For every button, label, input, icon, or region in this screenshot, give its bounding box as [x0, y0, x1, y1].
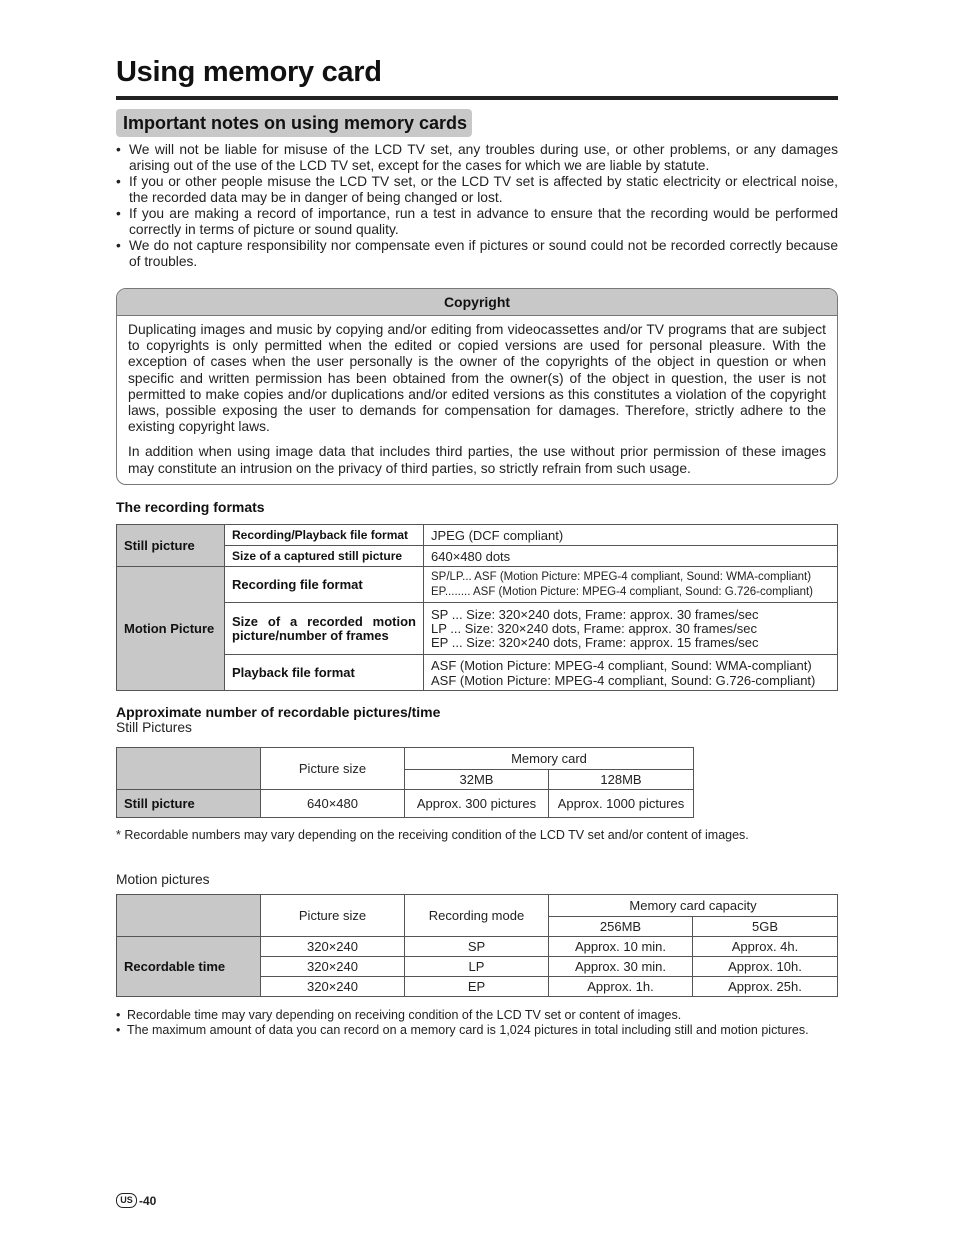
mode-cell: SP	[405, 937, 549, 957]
recordable-time-label: Recordable time	[117, 937, 261, 997]
motion-pictures-table	[116, 894, 838, 997]
approx-heading: Approximate number of recordable pictures/time	[116, 704, 441, 720]
capacity-header: 256MB	[549, 917, 693, 937]
picture-size-cell: 320×240	[261, 937, 405, 957]
note-item: • If you or other people misuse the LCD TV set, or the LCD TV set is affected by static electricity or electrical noise, the recorded data may be in danger of being changed or lost.	[116, 174, 838, 206]
motion-note-item: • The maximum amount of data you can record on a memory card is 1,024 pictures in total including still and motion pictures.	[116, 1023, 816, 1038]
format-row-label: Recording file format	[225, 567, 424, 603]
note-item: • We do not capture responsibility nor compensate even if pictures or sound could not be recorded correctly because of troubles.	[116, 238, 838, 270]
motion-pictures-title: Motion pictures	[116, 872, 210, 887]
empty-header-cell	[117, 748, 261, 790]
time-cell: Approx. 25h.	[693, 977, 838, 997]
page-title: Using memory card	[116, 56, 382, 88]
format-row-label: Recording/Playback file format	[225, 525, 424, 546]
picture-size-header: Picture size	[261, 748, 405, 790]
recording-formats-heading: The recording formats	[116, 499, 265, 515]
motion-note-item: • Recordable time may vary depending on receiving condition of the LCD TV set or content of images.	[116, 1008, 816, 1023]
count-cell: Approx. 300 pictures	[405, 790, 549, 818]
format-line: ASF (Motion Picture: MPEG-4 compliant, Sound: G.726-compliant)	[431, 672, 816, 688]
copyright-paragraph: Duplicating images and music by copying and/or editing from videocassettes and/or TV programs that are subject to copyrights is only permitted when the edited or copied versions are used for personal pleasure. With the exception of cases when the user personally is the owner of the copyrights of the object in question or when specific and written permission has been obtained from the owner(s) of the object in question, the user is not permitted to make copies and/or duplications and/or edited versions as this constitutes a violation of the copyright laws, possible exposing the user to demands for compensation for damages. Therefore, strictly adhere to the existing copyright laws.	[128, 322, 826, 435]
mode-cell: LP	[405, 957, 549, 977]
format-line: SP ... Size: 320×240 dots, Frame: approx. 30 frames/sec	[431, 606, 759, 622]
empty-header-cell	[117, 895, 261, 937]
picture-size-cell: 320×240	[261, 977, 405, 997]
format-row-value	[424, 567, 838, 603]
format-row-value	[424, 603, 838, 655]
still-pictures-title: Still Pictures	[116, 720, 192, 735]
time-cell: Approx. 4h.	[693, 937, 838, 957]
picture-size-cell: 640×480	[261, 790, 405, 818]
section-heading-important-notes: Important notes on using memory cards	[116, 109, 472, 137]
time-cell: Approx. 30 min.	[549, 957, 693, 977]
format-line: ASF (Motion Picture: MPEG-4 compliant, Sound: WMA-compliant)	[431, 657, 812, 673]
capacity-header: 5GB	[693, 917, 838, 937]
note-item: • If you are making a record of importance, run a test in advance to ensure that the recording would be performed correctly in terms of picture or sound quality.	[116, 206, 838, 238]
time-cell: Approx. 10h.	[693, 957, 838, 977]
format-row-label: Size of a recorded motion picture/number of frames	[225, 603, 424, 655]
capacity-header: 32MB	[405, 770, 549, 790]
copyright-paragraph: In addition when using image data that includes third parties, the use without prior permission of these images may constitute an intrusion on the privacy of third parties, so strictly refrain from such usage.	[128, 444, 826, 476]
page-number	[116, 1193, 156, 1208]
format-row-value	[424, 655, 838, 691]
note-item: • We will not be liable for misuse of the LCD TV set, any troubles during use, or other problems, or any damages arising out of the use of the LCD TV set, except for the cases for which we are liable by statute.	[116, 142, 838, 174]
title-rule	[116, 96, 838, 100]
time-cell: Approx. 10 min.	[549, 937, 693, 957]
format-line: LP ... Size: 320×240 dots, Frame: approx. 30 frames/sec	[431, 620, 758, 636]
picture-size-cell: 320×240	[261, 957, 405, 977]
format-line: SP/LP... ASF (Motion Picture: MPEG-4 compliant, Sound: WMA-compliant)	[431, 570, 812, 583]
still-pictures-table	[116, 747, 694, 818]
still-picture-label: Still picture	[117, 525, 225, 567]
format-row-value: JPEG (DCF compliant)	[424, 525, 838, 546]
motion-notes-list	[116, 1008, 816, 1038]
motion-picture-label: Motion Picture	[117, 567, 225, 691]
format-line: EP ... Size: 320×240 dots, Frame: approx. 15 frames/sec	[431, 634, 759, 650]
memory-card-header: Memory card	[405, 748, 694, 770]
time-cell: Approx. 1h.	[549, 977, 693, 997]
important-notes-list	[116, 142, 838, 270]
page-number-text: -40	[139, 1193, 157, 1208]
picture-size-header: Picture size	[261, 895, 405, 937]
format-row-value: 640×480 dots	[424, 546, 838, 567]
format-row-label: Size of a captured still picture	[225, 546, 424, 567]
copyright-heading: Copyright	[117, 289, 837, 316]
recording-mode-header: Recording mode	[405, 895, 549, 937]
count-cell: Approx. 1000 pictures	[549, 790, 694, 818]
mode-cell: EP	[405, 977, 549, 997]
still-note: * Recordable numbers may vary depending on the receiving condition of the LCD TV set and/or content of images.	[116, 828, 749, 842]
region-badge: US	[116, 1193, 137, 1208]
format-line: EP........ ASF (Motion Picture: MPEG-4 compliant, Sound: G.726-compliant)	[431, 585, 814, 598]
still-picture-row-label: Still picture	[117, 790, 261, 818]
capacity-header: 128MB	[549, 770, 694, 790]
copyright-box	[116, 288, 838, 485]
recording-formats-table	[116, 524, 838, 691]
format-row-label: Playback file format	[225, 655, 424, 691]
capacity-group-header: Memory card capacity	[549, 895, 838, 917]
